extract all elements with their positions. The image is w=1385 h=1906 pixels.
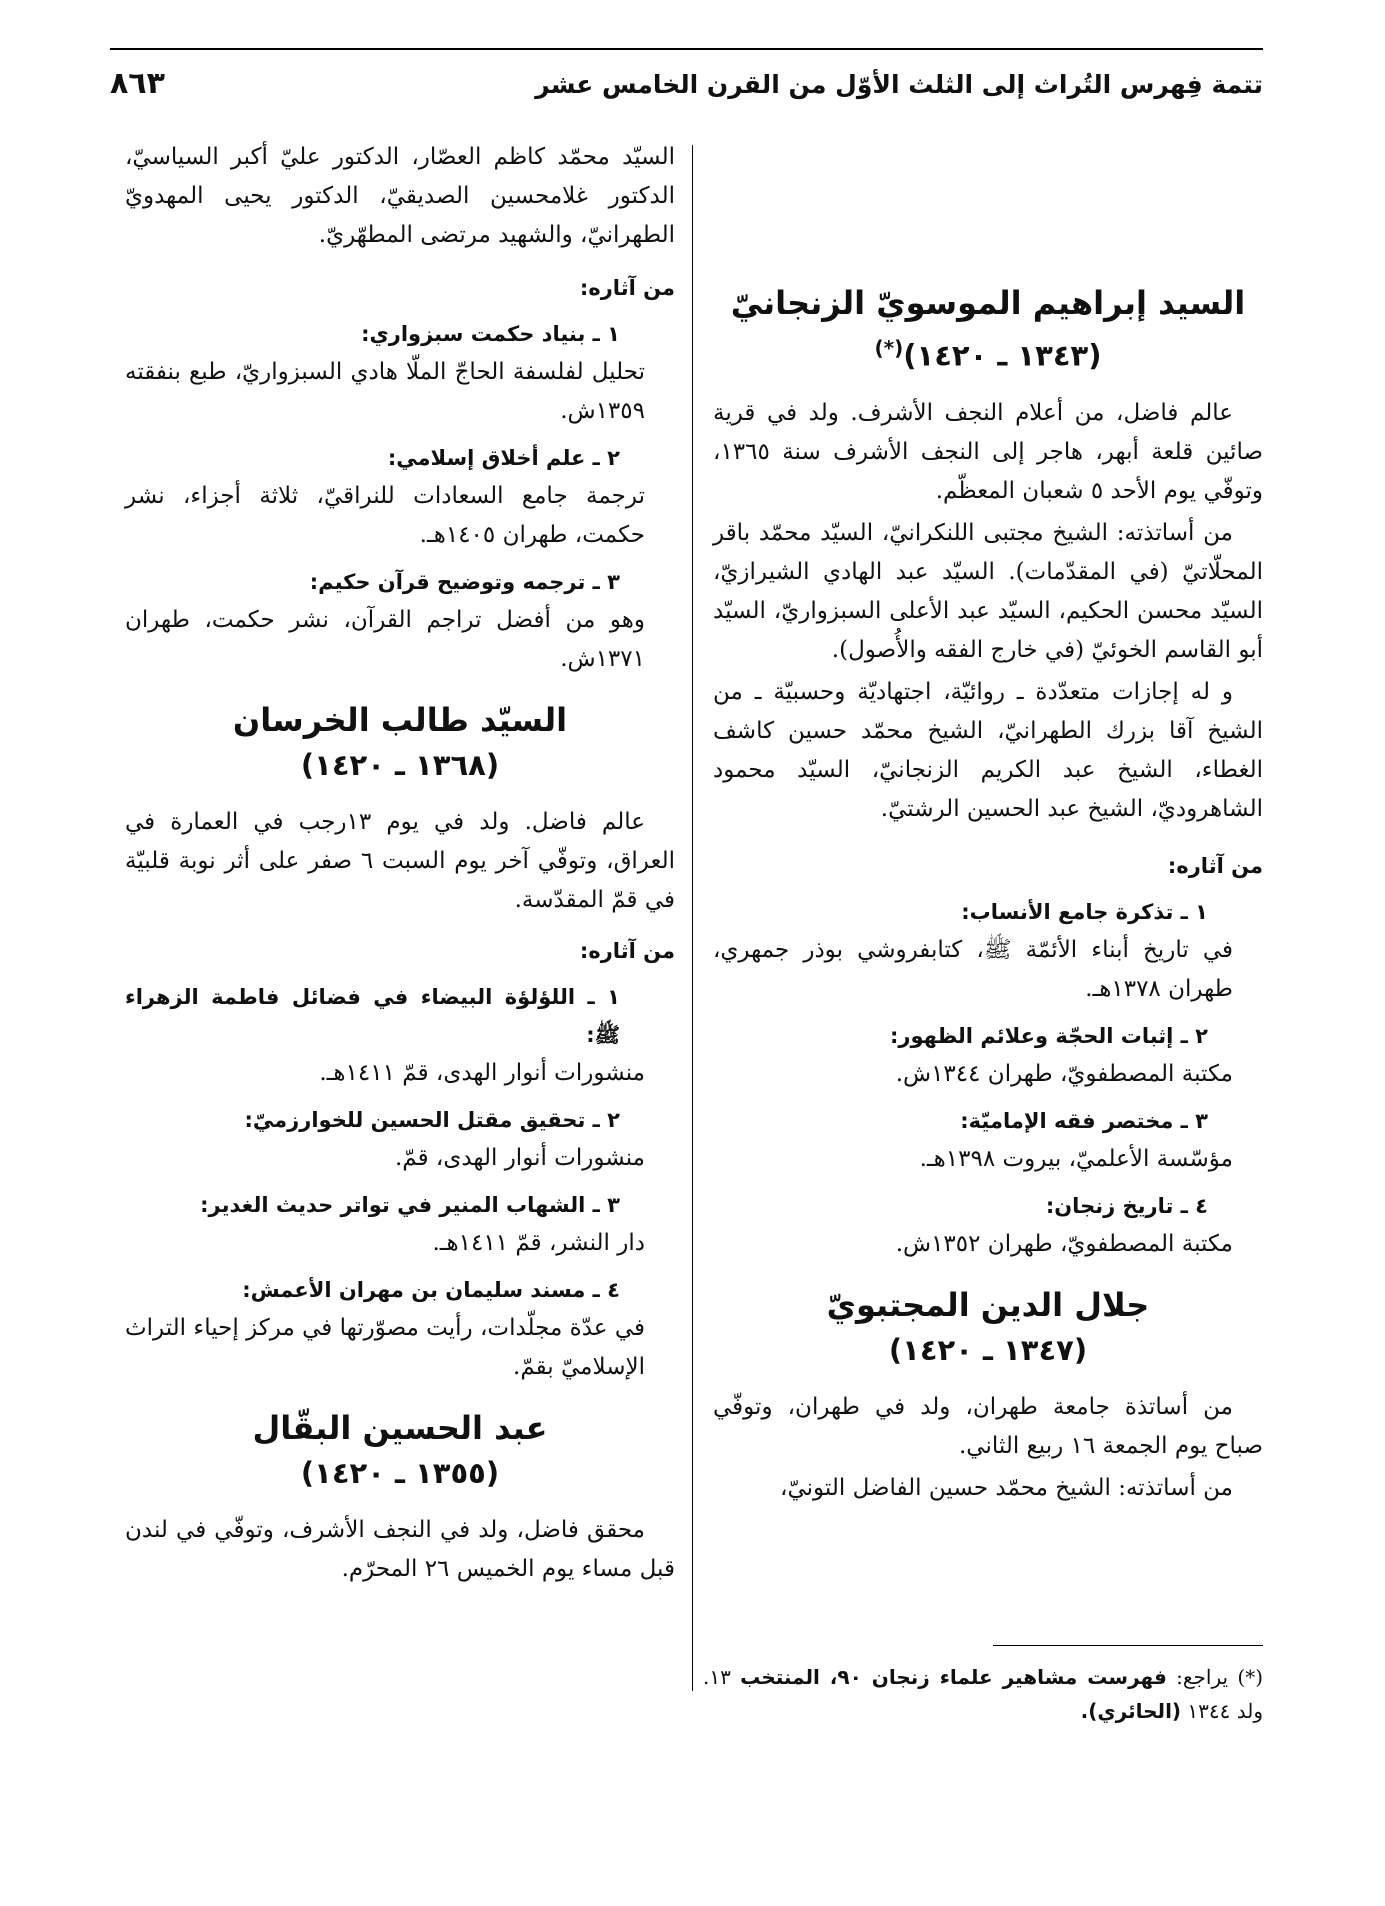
work-title: ٢ ـ علم أخلاق إسلامي: xyxy=(387,446,620,470)
work-title: ١ ـ تذكرة جامع الأنساب: xyxy=(961,899,1208,924)
footnote xyxy=(703,1660,1263,1728)
entry-title xyxy=(713,280,1263,326)
entry-years: (١٣٥٥ ـ ١٤٢٠) xyxy=(300,1456,500,1490)
work-detail: ترجمة جامع السعادات للنراقيّ، ثلاثة أجزاء، نشر حكمت، طهران ١٤٠٥هـ. xyxy=(125,483,645,548)
work-detail: في عدّة مجلّدات، رأيت مصوّرتها في مركز إحياء التراث الإسلاميّ بقمّ. xyxy=(125,1315,645,1380)
work-title: ١ ـ اللؤلؤة البيضاء في فضائل فاطمة الزهراء ﷺ: xyxy=(125,985,620,1047)
page-number: ٨٦٣ xyxy=(110,66,165,101)
paragraph: محقق فاضل، ولد في النجف الأشرف، وتوفّي في لندن قبل مساء يوم الخميس ٢٦ المحرّم. xyxy=(125,1517,675,1582)
work-detail: منشورات أنوار الهدى، قمّ. xyxy=(394,1145,645,1171)
entry-name: السيد إبراهيم الموسويّ الزنجانيّ xyxy=(730,284,1246,322)
paragraph: من أساتذته: الشيخ مجتبى اللنكرانيّ، السيّد محمّد باقر المحلّاتيّ (في المقدّمات). السيّد عبد الهادي الشيرازيّ، السيّد محسن الحكيم، السيّد عبد الأعلى السبزواريّ، السيّد أبو القاسم الخوئيّ (في خارج الفقه والأُصول). xyxy=(713,519,1263,663)
work-detail: مكتبة المصطفويّ، طهران ١٣٥٢ش. xyxy=(895,1230,1233,1257)
paragraph: السيّد محمّد كاظم العصّار، الدكتور عليّ أكبر السياسيّ، الدكتور غلامحسين الصديقيّ، الدكتور يحيى المهدويّ الطهرانيّ، والشهيد مرتضى المطهّريّ. xyxy=(125,144,675,248)
entry-years: (١٣٤٧ ـ ١٤٢٠) xyxy=(888,1332,1088,1367)
work-title: ٤ ـ تاريخ زنجان: xyxy=(1045,1193,1208,1218)
work-title: ٣ ـ الشهاب المنير في تواتر حديث الغدير: xyxy=(200,1193,620,1217)
work-detail: في تاريخ أبناء الأئمّة ﷺ، كتابفروشي بوذر جمهري، طهران ١٣٧٨هـ. xyxy=(713,936,1233,1002)
entry-years: (١٣٤٣ ـ ١٤٢٠)(*) xyxy=(874,336,1102,373)
footnote-reference: (الحائري). xyxy=(1080,1699,1182,1723)
work-title: ٤ ـ مسند سليمان بن مهران الأعمش: xyxy=(242,1278,620,1302)
work-title: ٣ ـ ترجمه وتوضيح قرآن حكيم: xyxy=(309,570,620,594)
running-header xyxy=(110,66,1263,120)
footnote-rule xyxy=(993,1645,1263,1646)
column-divider xyxy=(692,145,693,1691)
works-label: من آثاره: xyxy=(579,939,675,963)
paragraph: عالم فاضل. ولد في يوم ١٣رجب في العمارة في العراق، وتوفّي آخر يوم السبت ٦ صفر على أثر نوبة قلبيّة في قمّ المقدّسة. xyxy=(125,809,675,913)
work-title: ٣ ـ مختصر فقه الإماميّة: xyxy=(960,1108,1208,1133)
entry-title: عبد الحسين البقّال xyxy=(252,1409,548,1447)
work-detail: وهو من أفضل تراجم القرآن، نشر حكمت، طهران ١٣٧١ش. xyxy=(125,607,645,672)
work-detail: منشورات أنوار الهدى، قمّ ١٤١١هـ. xyxy=(319,1060,645,1086)
works-label: من آثاره: xyxy=(579,276,675,300)
works-label: من آثاره: xyxy=(1167,853,1263,878)
footnote-text: ١٣. ولد ١٣٤٤ xyxy=(703,1665,1263,1723)
work-title: ٢ ـ تحقيق مقتل الحسين للخوارزميّ: xyxy=(244,1108,620,1132)
work-detail: مؤسّسة الأعلميّ، بيروت ١٣٩٨هـ. xyxy=(919,1145,1233,1172)
left-column xyxy=(125,138,675,1592)
footnote-reference: فهرست مشاهير علماء زنجان ٩٠، المنتخب xyxy=(740,1665,1167,1689)
right-column xyxy=(713,140,1263,1511)
paragraph: من أساتذة جامعة طهران، ولد في طهران، وتوفّي صباح يوم الجمعة ١٦ ربيع الثاني. xyxy=(713,1393,1263,1459)
work-detail: دار النشر، قمّ ١٤١١هـ. xyxy=(432,1230,645,1256)
work-title: ٢ ـ إثبات الحجّة وعلائم الظهور: xyxy=(889,1023,1208,1048)
footnote-marker: (*) xyxy=(1237,1665,1263,1689)
entry-title: جلال الدين المجتبويّ xyxy=(826,1285,1150,1324)
footnote-marker: (*) xyxy=(874,336,904,360)
header-rule xyxy=(110,48,1263,50)
footnote-lead: يراجع: xyxy=(1176,1665,1229,1689)
entry-title: السيّد طالب الخرسان xyxy=(232,701,568,739)
work-title: ١ ـ بنياد حكمت سبزواري: xyxy=(361,322,620,346)
paragraph: من أساتذته: الشيخ محمّد حسين الفاضل التونيّ، xyxy=(780,1474,1233,1501)
paragraph: عالم فاضل، من أعلام النجف الأشرف. ولد في قرية صائين قلعة أبهر، هاجر إلى النجف الأشرف سنة ١٣٦٥، وتوفّي يوم الأحد ٥ شعبان المعظّم. xyxy=(713,399,1263,504)
entry-years: (١٣٦٨ ـ ١٤٢٠) xyxy=(300,748,500,782)
work-detail: تحليل لفلسفة الحاجّ الملّا هادي السبزواريّ، طبع بنفقته ١٣٥٩ش. xyxy=(125,359,645,424)
paragraph: و له إجازات متعدّدة ـ روائيّة، اجتهاديّة وحسبيّة ـ من الشيخ آقا بزرك الطهرانيّ، الشيخ محمّد حسين كاشف الغطاء، الشيخ عبد الكريم الزنجانيّ، السيّد محمود الشاهروديّ، الشيخ عبد الحسين الرشتيّ. xyxy=(713,678,1263,822)
work-detail: مكتبة المصطفويّ، طهران ١٣٤٤ش. xyxy=(895,1060,1233,1087)
running-title: تتمة فِهرس التُراث إلى الثلث الأوّل من القرن الخامس عشر xyxy=(535,70,1263,99)
